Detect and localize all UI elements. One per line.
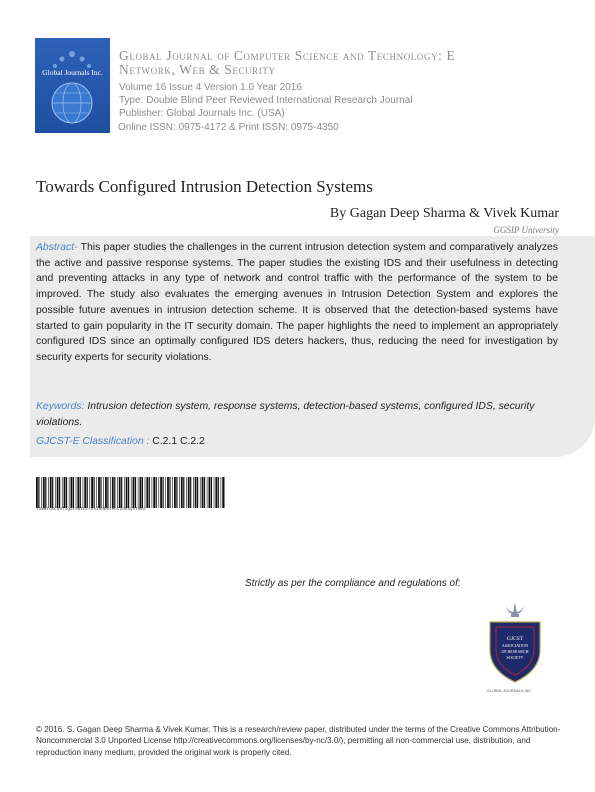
seal-line3: OF RESEARCH	[501, 649, 529, 654]
journal-name-line1: Global Journal of Computer Science and Technology: E	[119, 48, 456, 63]
classification	[36, 436, 205, 447]
classification-value: C.2.1 C.2.2	[152, 436, 205, 447]
type-line: Type: Double Blind Peer Reviewed International Research Journal	[119, 95, 413, 106]
classification-label: GJCST-E Classification :	[36, 436, 153, 447]
logo-text: Global Journals Inc.	[42, 68, 103, 77]
journal-name	[119, 49, 455, 77]
keywords	[36, 399, 566, 430]
abstract	[36, 240, 558, 366]
association-seal-icon	[478, 600, 552, 690]
paper-authors: By Gagan Deep Sharma & Vivek Kumar	[329, 206, 559, 221]
abstract-text: This paper studies the challenges in the current intrusion detection system and comparatively analyzes the active and passive response systems. The paper studies the existing IDS and their usefulness in detecting and preventing attacks in any type of network and control traffic with the performance of the system to be improved. The study also evaluates the emerging avenues in Intrusion Detection System and explores the possible future avenues in intrusion detection scheme. It is observed that the detection-based systems have started to gain popularity in the IT security domain. The paper highlights the need to implement an appropriately configured IDS since an optimally configured IDS deters hackers, thus, reducing the need for investigation by security experts for security violations.	[36, 242, 558, 363]
seal-caption: GLOBAL JOURNALS INC.	[487, 689, 533, 693]
keywords-text: Intrusion detection system, response systems, detection-based systems, configured IDS, security violations.	[36, 401, 535, 428]
author-affiliation: GGSIP University	[493, 225, 559, 235]
globe-logo-icon	[35, 38, 110, 133]
compliance-text: Strictly as per the compliance and regulations of:	[245, 578, 461, 589]
license-footer: © 2016. S. Gagan Deep Sharma & Vivek Kumar. This is a research/review paper, distributed under the terms of the Creative Commons Attribution-Noncommercial 3.0 Unported License http://creativecommons.org/licenses/by-nc/3.0/), permitting all non-commercial use, distribution, and reproduction inany medium, provided the original work is properly cited.	[36, 725, 561, 757]
paper-title: Towards Configured Intrusion Detection Systems	[36, 177, 373, 196]
seal-line1: GJCST	[506, 636, 524, 642]
journal-logo	[35, 38, 110, 133]
keywords-label: Keywords:	[36, 401, 85, 412]
seal-line2: ASSOCIATION	[501, 643, 529, 648]
volume-line: Volume 16 Issue 4 Version 1.0 Year 2016	[119, 82, 302, 93]
journal-name-line2: Network, Web & Security	[119, 62, 276, 77]
barcode-icon	[36, 477, 225, 508]
seal-line4: SOCIETY	[506, 655, 524, 660]
abstract-label: Abstract-	[36, 242, 78, 253]
barcode-number: TowardsConfiguredIntrusionDetectionSystems	[36, 508, 146, 512]
publisher-line: Publisher: Global Journals Inc. (USA)	[119, 108, 285, 119]
issn-line: Online ISSN: 0975-4172 & Print ISSN: 0975-4350	[118, 122, 339, 133]
